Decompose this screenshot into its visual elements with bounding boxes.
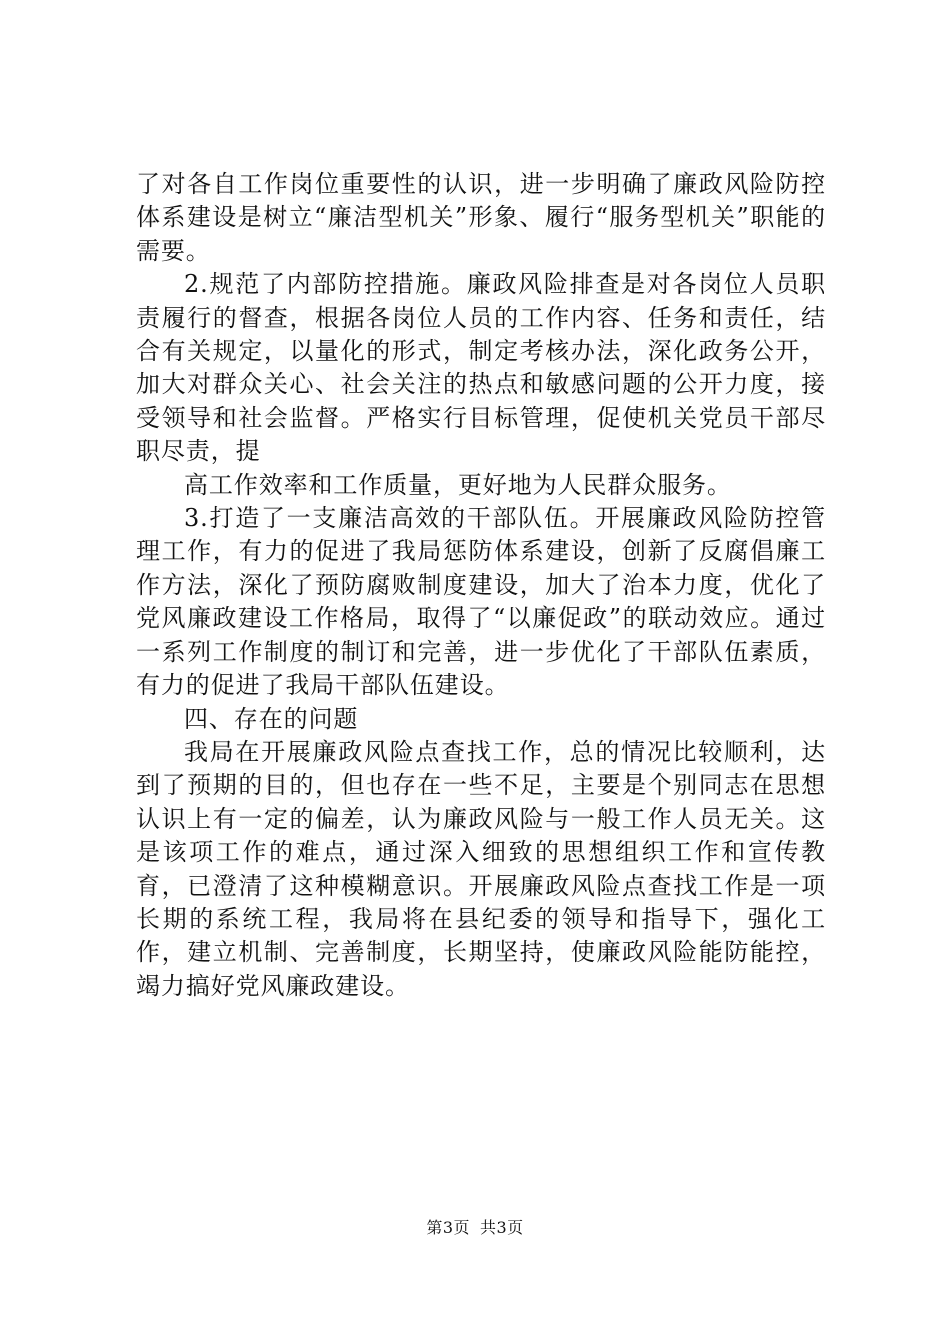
- paragraph-item-2: 2.规范了内部防控措施。廉政风险排查是对各岗位人员职责履行的督查，根据各岗位人员的工作内容、任务和责任，结合有关规定，以量化的形式，制定考核办法，深化政务公开，加大对群众关心、社会关注的热点和敏感问题的公开力度，接受领导和社会监督。严格实行目标管理，促使机关党员干部尽职尽责，提: [136, 270, 826, 466]
- page-footer: [0, 1218, 950, 1238]
- page-number-current: 第3页: [426, 1218, 470, 1237]
- section-heading-problems: 四、存在的问题: [184, 704, 359, 733]
- paragraph-problems: 我局在开展廉政风险点查找工作，总的情况比较顺利，达到了预期的目的，但也存在一些不足，主要是个别同志在思想认识上有一定的偏差，认为廉政风险与一般工作人员无关。这是该项工作的难点，通过深入细致的思想组织工作和宣传教育，已澄清了这种模糊意识。开展廉政风险点查找工作是一项长期的系统工程，我局将在县纪委的领导和指导下，强化工作，建立机制、完善制度，长期坚持，使廉政风险能防能控，竭力搞好党风廉政建设。: [136, 737, 826, 1000]
- document-body: [136, 168, 826, 1003]
- paragraph-continuation: 了对各自工作岗位重要性的认识，进一步明确了廉政风险防控体系建设是树立“廉洁型机关”形象、履行“服务型机关”职能的需要。: [136, 170, 826, 265]
- page-number-total: 共3页: [480, 1218, 524, 1237]
- paragraph-item-3: 3.打造了一支廉洁高效的干部队伍。开展廉政风险防控管理工作，有力的促进了我局惩防体系建设，创新了反腐倡廉工作方法，深化了预防腐败制度建设，加大了治本力度，优化了党风廉政建设工作格局，取得了“以廉促政”的联动效应。通过一系列工作制度的制订和完善，进一步优化了干部队伍素质，有力的促进了我局干部队伍建设。: [136, 504, 826, 700]
- paragraph-item-2-continued: 高工作效率和工作质量，更好地为人民群众服务。: [184, 470, 732, 499]
